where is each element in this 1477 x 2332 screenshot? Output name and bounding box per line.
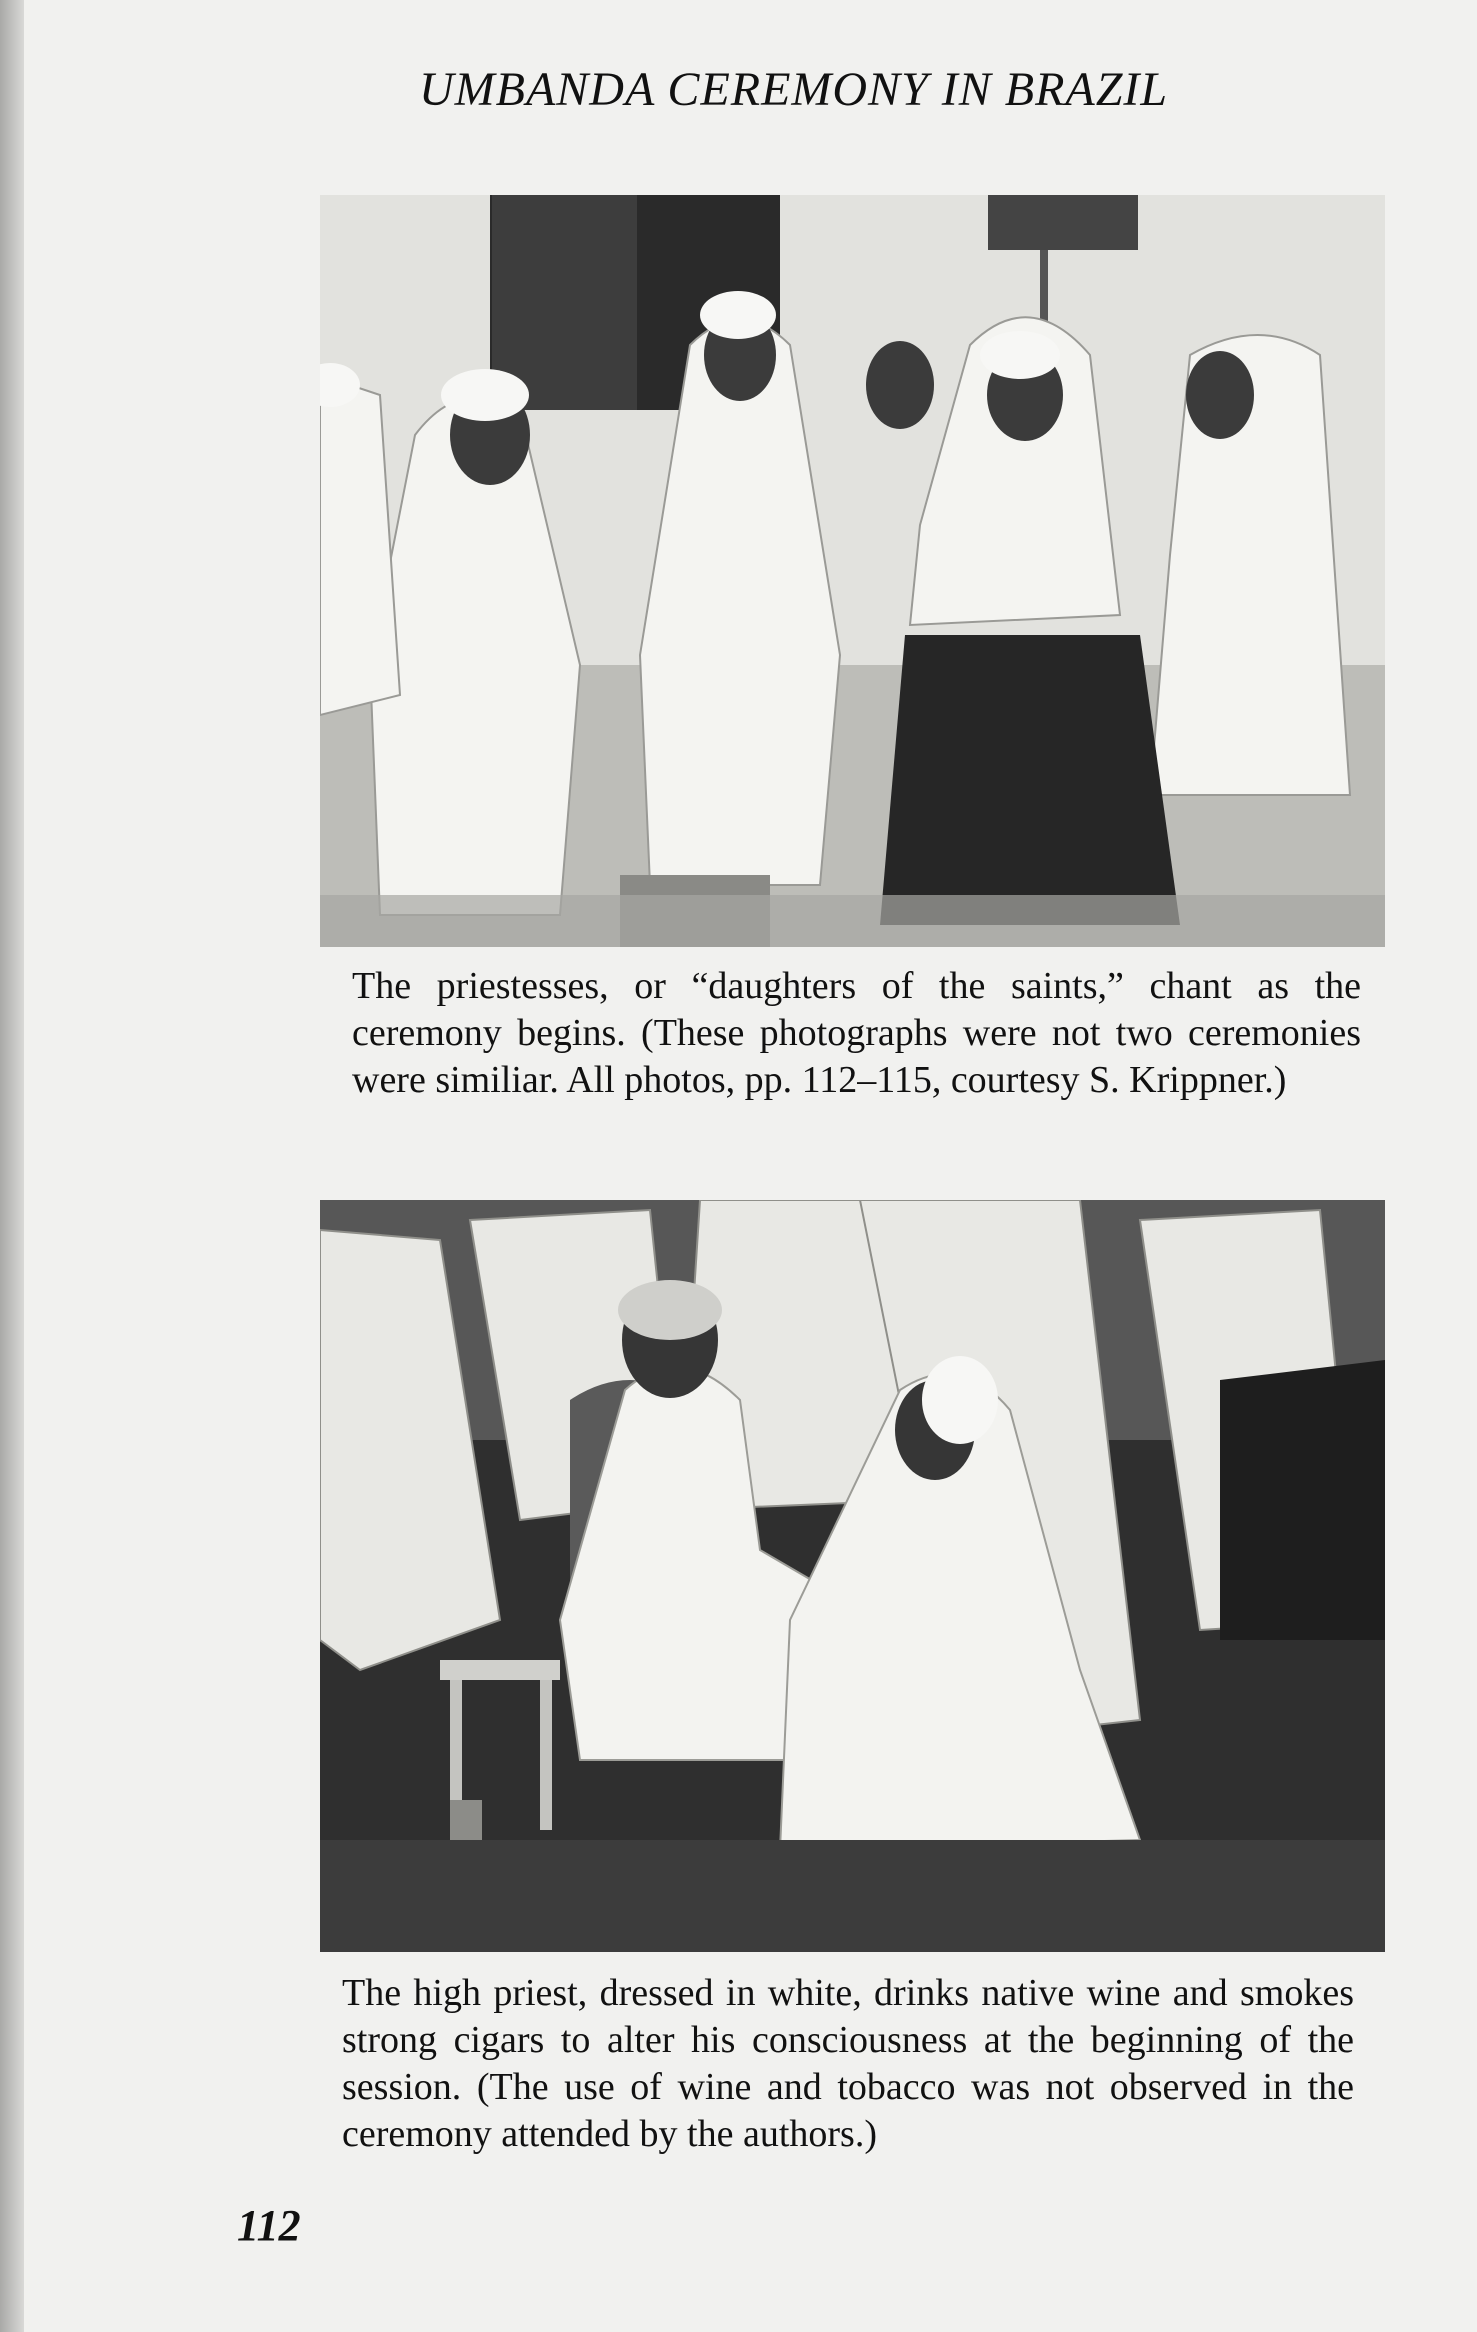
- book-spine-shadow: [0, 0, 24, 2332]
- photo-high-priest: [320, 1200, 1385, 1952]
- book-page: [24, 0, 1477, 2332]
- photo-priestesses-chanting: [320, 195, 1385, 947]
- photo-high-priest-image: [320, 1200, 1385, 1952]
- photo-caption-high-priest: The high priest, dressed in white, drinks native wine and smokes strong cigars to alter his consciousness at the beginning of the session. (The use of wine and tobacco was not observed in the ceremony attended by the authors.): [342, 1972, 1354, 2155]
- photo-caption-priestesses: The priestesses, or “daughters of the saints,” chant as the ceremony begins. (These photographs were not two ceremonies were similiar. All photos, pp. 112–115, courtesy S. Krippner.): [352, 965, 1361, 1101]
- running-head: UMBANDA CEREMONY IN BRAZIL: [419, 63, 1169, 116]
- photo-priestesses-image: [320, 195, 1385, 947]
- page-number: 112: [237, 2201, 301, 2250]
